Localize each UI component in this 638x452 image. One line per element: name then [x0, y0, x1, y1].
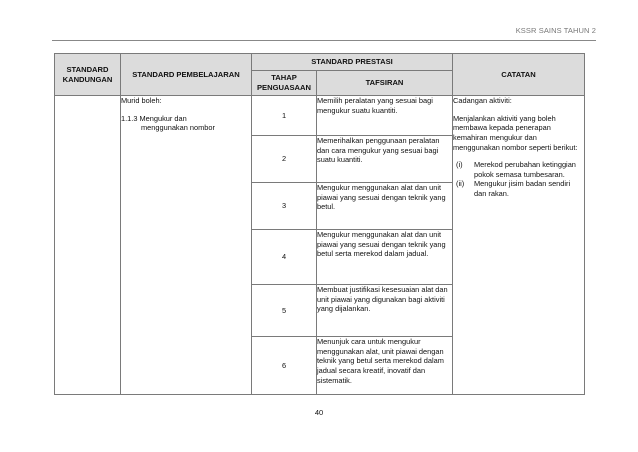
- running-header: KSSR SAINS TAHUN 2: [515, 26, 596, 35]
- tafsiran-cell: Memerihalkan penggunaan peralatan dan cara mengukur yang sesuai bagi suatu kuantiti.: [317, 136, 453, 183]
- learning-item-code: 1.1.3: [121, 113, 138, 123]
- tafsiran-cell: Mengukur menggunakan alat dan unit piawai yang sesuai dengan teknik yang betul.: [317, 183, 453, 230]
- tahap-cell: 2: [252, 136, 317, 183]
- catatan-body: Menjalankan aktiviti yang boleh membawa kepada penerapan kemahiran mengukur dan menggunakan nombor seperti berikut:: [453, 113, 578, 152]
- header-catatan: CATATAN: [453, 54, 585, 96]
- standards-table: [54, 53, 585, 395]
- header-rule: [52, 40, 596, 41]
- catatan-item-text: Merekod perubahan ketinggian pokok semasa tumbesaran.: [474, 160, 576, 179]
- catatan-list-item: [453, 160, 584, 179]
- tafsiran-cell: Mengukur menggunakan alat dan unit piawai yang sesuai dengan teknik yang betul serta merekod dalam jadual.: [317, 230, 453, 285]
- tafsiran-cell: Menunjuk cara untuk mengukur menggunakan alat, unit piawai dengan teknik yang betul serta merekod dalam jadual secara kreatif, inovatif dan sistematik.: [317, 337, 453, 395]
- tahap-cell: 5: [252, 285, 317, 337]
- header-standard-kandungan: STANDARD KANDUNGAN: [55, 54, 121, 96]
- header-tahap-penguasaan: TAHAP PENGUASAAN: [252, 71, 317, 96]
- tahap-cell: 3: [252, 183, 317, 230]
- catatan-item-text: Mengukur jisim badan sendiri dan rakan.: [474, 179, 571, 198]
- header-standard-prestasi: STANDARD PRESTASI: [252, 54, 453, 71]
- cell-catatan: [453, 96, 585, 395]
- cell-standard-pembelajaran: [121, 96, 252, 395]
- tahap-cell: 4: [252, 230, 317, 285]
- catatan-heading: Cadangan aktiviti:: [453, 96, 512, 105]
- learning-item-line2: menggunakan nombor: [141, 123, 215, 133]
- learning-item: [121, 114, 251, 124]
- tahap-cell: 6: [252, 337, 317, 395]
- learning-item-line1: Mengukur dan: [139, 113, 187, 123]
- cell-standard-kandungan: [55, 96, 121, 395]
- tafsiran-cell: Memilih peralatan yang sesuai bagi mengukur suatu kuantiti.: [317, 96, 453, 136]
- catatan-list-item: [453, 179, 584, 198]
- learning-intro: Murid boleh:: [121, 96, 162, 105]
- catatan-item-number: (ii): [456, 179, 465, 189]
- header-standard-pembelajaran: STANDARD PEMBELAJARAN: [121, 54, 252, 96]
- header-tafsiran: TAFSIRAN: [317, 71, 453, 96]
- page-number: 40: [314, 408, 324, 417]
- tahap-cell: 1: [252, 96, 317, 136]
- tafsiran-cell: Membuat justifikasi kesesuaian alat dan unit piawai yang digunakan bagi aktiviti yang dijalankan.: [317, 285, 453, 337]
- catatan-item-number: (i): [456, 160, 463, 170]
